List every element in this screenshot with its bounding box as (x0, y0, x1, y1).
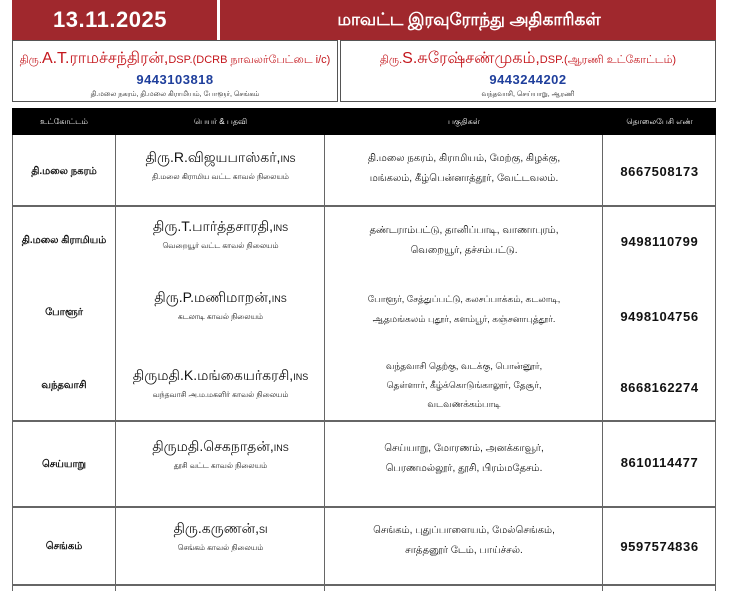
row-areas (325, 521, 603, 561)
row-station: வந்தவாசி அ.ம.மகளிர் காவல் நிலையம் (152, 390, 289, 399)
officer-1-fullname: A.T.ராமச்சந்திரன், (41, 50, 169, 67)
row-subdivision: தி.மலை நகரம் (31, 166, 97, 177)
row-name-post (116, 438, 325, 471)
row-areas-line: போளூர், சேத்துப்பட்டு, கலசப்பாக்கம், கடலாடி, (367, 294, 561, 304)
row-rank: SI (259, 525, 268, 535)
table-row-divider (12, 506, 716, 508)
row-areas-line: பெரணமல்லூர், தூசி, பிரம்மதேசம். (385, 463, 543, 474)
officer-1-name (13, 49, 337, 69)
row-name: செகநாதன், (203, 438, 274, 454)
officer-1-area: தி.மலை நகரம், தி.மலை கிராமியம், போளூர், செங்கம் (90, 91, 260, 98)
row-name-post (116, 218, 325, 251)
officer-1-phone: 9443103818 (136, 72, 214, 87)
row-phone: 9597574836 (620, 539, 699, 554)
row-station: செங்கம் காவல் நிலையம் (177, 543, 264, 552)
row-areas-line: தெள்ளார், கீழ்க்கொடுங்காலூர், தேசூர், (386, 380, 542, 390)
table-row-divider (12, 205, 716, 207)
officer-1-prefix: திரு. (19, 54, 42, 66)
row-station: வெறையூர் வட்ட காவல் நிலையம் (162, 241, 279, 250)
row-officer-name (116, 367, 325, 386)
header-divider (217, 0, 220, 40)
row-areas-line: வடவணக்கம்பாடி (427, 399, 501, 409)
row-areas-line: செங்கம், புதுப்பாளையம், மேல்செங்கம், (373, 525, 555, 536)
row-areas-line: ஆதமங்கலம் புதூர், களம்பூர், கஞ்சனாபுத்தூர். (372, 314, 556, 324)
row-rank: INS (273, 443, 289, 453)
row-prefix: திருமதி. (132, 367, 184, 383)
row-subdivision: செங்கம் (45, 541, 83, 552)
row-rank: INS (293, 372, 309, 382)
officer-2-prefix: திரு. (379, 54, 403, 66)
table-row-divider (12, 420, 716, 422)
table-header (12, 108, 716, 135)
row-officer-name (116, 520, 325, 539)
row-phone: 8667508173 (620, 164, 699, 179)
row-areas-line: மங்கலம், கீழ்பென்னாத்தூர், வேட்டவலம். (369, 173, 559, 184)
row-station: தி.மலை கிராமிய வட்ட காவல் நிலையம் (152, 172, 289, 181)
row-areas (325, 289, 603, 329)
row-prefix: திரு. (145, 149, 174, 165)
row-phone: 9498104756 (620, 309, 699, 324)
table-border-right (715, 135, 716, 591)
header-name-post: பெயர் & பதவி (193, 117, 248, 126)
officer-2-fullname: S.சுரேஷ்சண்முகம், (402, 50, 540, 67)
row-areas (325, 221, 603, 261)
header-title: மாவட்ட இரவுரோந்து அதிகாரிகள் (337, 10, 601, 29)
header-areas: பகுதிகள் (448, 117, 480, 126)
row-name: R.விஜயபாஸ்கர், (173, 149, 281, 165)
row-subdivision: வந்தவாசி (41, 380, 87, 391)
officer-2-rank: DSP.(ஆரணி உட்கோட்டம்) (539, 54, 677, 66)
row-rank: INS (273, 223, 289, 233)
row-prefix: திரு. (152, 218, 182, 234)
officer-2-name (341, 49, 715, 69)
row-areas (325, 149, 603, 189)
row-areas-line: வந்தவாசி தெற்கு, வடக்கு, பொன்னூர், (385, 361, 543, 371)
row-areas-line: வெறையூர், தச்சம்பட்டு. (410, 245, 518, 256)
table-border-left (12, 135, 13, 591)
row-subdivision: தி.மலை கிராமியம் (21, 235, 107, 246)
officer-2-phone: 9443244202 (489, 72, 567, 87)
header-date: 13.11.2025 (53, 7, 167, 32)
officer-2-area: வந்தவாசி, செய்யாறு, ஆரணி (481, 91, 575, 98)
row-name-post (116, 149, 325, 182)
row-prefix: திரு. (154, 289, 183, 305)
row-name: கருணன், (201, 520, 260, 536)
row-areas-line: தண்டராம்பட்டு, தானிப்பாடி, வாணாபுரம், (369, 225, 559, 236)
officers-table (12, 135, 716, 591)
row-phone: 8668162274 (620, 380, 699, 395)
row-name-post (116, 520, 325, 553)
header-phone: தொலைபேசி எண் (626, 117, 693, 126)
row-prefix: திரு. (173, 520, 202, 536)
row-officer-name (116, 438, 325, 457)
row-areas (325, 357, 603, 414)
row-name: K.மங்கையர்கரசி, (183, 367, 294, 383)
row-name: P.மணிமாறன், (182, 289, 272, 305)
row-officer-name (116, 149, 325, 168)
row-officer-name (116, 289, 325, 308)
row-phone: 9498110799 (620, 234, 699, 249)
row-subdivision: செய்யாறு (41, 459, 87, 470)
row-name-post (116, 367, 325, 400)
officer-1-rank: DSP.(DCRB நாவலர்பேட்டை i/c) (168, 54, 331, 66)
row-station: தூசி வட்ட காவல் நிலையம் (173, 461, 268, 470)
row-phone: 8610114477 (620, 455, 699, 470)
row-officer-name (116, 218, 325, 237)
row-prefix: திருமதி. (152, 438, 204, 454)
header-bar (12, 0, 716, 40)
row-rank: INS (271, 294, 287, 304)
row-areas-line: செய்யாறு, மோரணம், அனக்காவூர், (384, 443, 544, 454)
row-name: T.பார்த்தசாரதி, (181, 218, 274, 234)
row-rank: INS (280, 154, 296, 164)
officer-card-1 (12, 40, 338, 102)
officer-card-2 (340, 40, 716, 102)
row-name-post (116, 289, 325, 322)
row-areas (325, 439, 603, 479)
row-areas-line: சாத்தனூர் டேம், பாய்ச்சல். (405, 545, 523, 556)
row-areas-line: தி.மலை நகரம், கிராமியம், மேற்கு, கிழக்கு, (367, 153, 561, 164)
row-station: கடலாடி காவல் நிலையம் (177, 312, 264, 321)
header-subdivision: உட்கோட்டம் (40, 117, 88, 126)
row-subdivision: போளூர் (45, 307, 83, 318)
table-row-divider (12, 584, 716, 586)
